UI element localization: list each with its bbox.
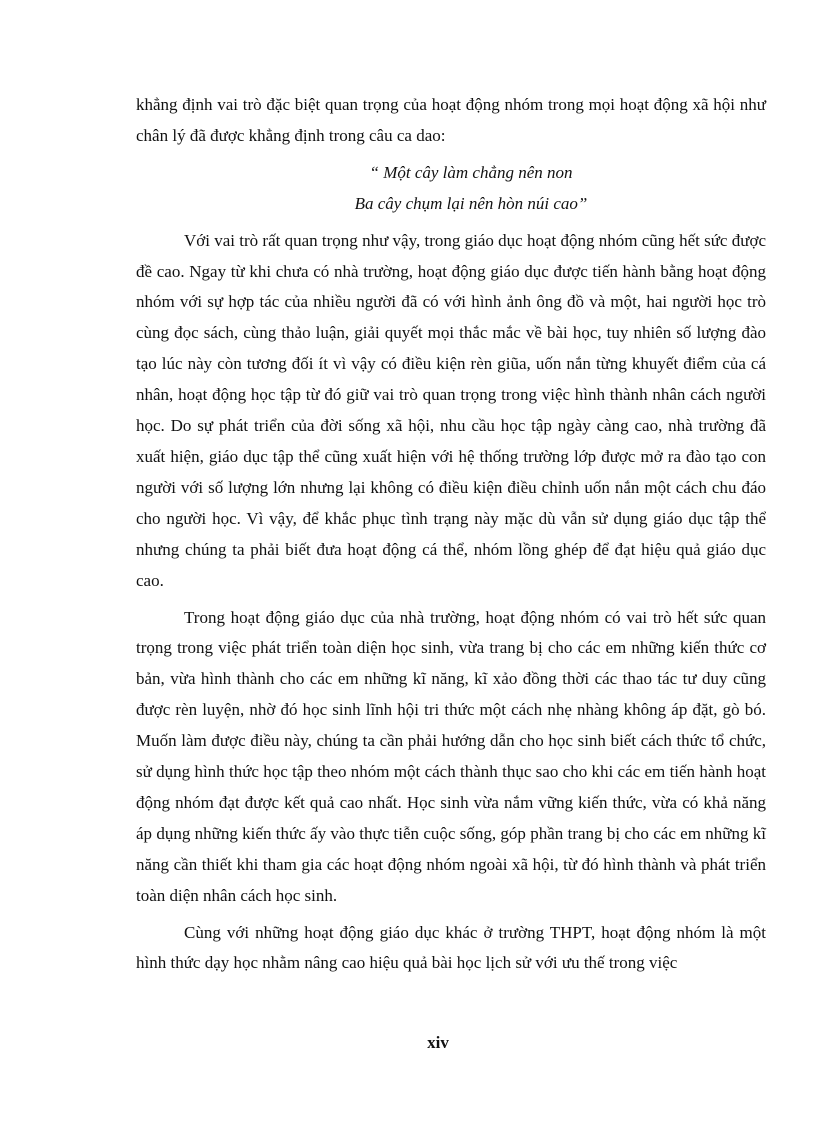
paragraph-continuation: khẳng định vai trò đặc biệt quan trọng của hoạt động nhóm trong mọi hoạt động xã hội như chân lý đã được khẳng định trong câu ca dao: — [136, 95, 766, 145]
quote-line-1: “ Một cây làm chẳng nên non — [369, 162, 573, 182]
paragraph-2: Trong hoạt động giáo dục của nhà trường, hoạt động nhóm có vai trò hết sức quan trọng trong việc phát triển toàn diện học sinh, vừa trang bị cho các em những kiến thức cơ bản, vừa hình thành cho các em những kĩ năng, kĩ xảo đồng thời các thao tác tư duy cũng được rèn luyện, nhờ đó học sinh lĩnh hội tri thức một cách nhẹ nhàng không áp đặt, gò bó. Muốn làm được điều này, chúng ta cần phải hướng dẫn cho học sinh biết cách thức tổ chức, sử dụng hình thức học tập theo nhóm một cách thành thục sao cho khi các em tiến hành hoạt động nhóm đạt được kết quả cao nhất. Học sinh vừa nắm vững kiến thức, vừa có khả năng áp dụng những kiến thức ấy vào thực tiễn cuộc sống, góp phần trang bị cho các em những kĩ năng cần thiết khi tham gia các hoạt động nhóm ngoài xã hội, từ đó hình thành và phát triển toàn diện nhân cách học sinh. — [136, 607, 766, 905]
paragraph-3: Cùng với những hoạt động giáo dục khác ở trường THPT, hoạt động nhóm là một hình thức dạy học nhằm nâng cao hiệu quả bài học lịch sử với ưu thế trong việc — [136, 922, 766, 973]
body-text — [136, 90, 766, 985]
paragraph-1: Với vai trò rất quan trọng như vậy, trong giáo dục hoạt động nhóm cũng hết sức được đề cao. Ngay từ khi chưa có nhà trường, hoạt động giáo dục được tiến hành bằng hoạt động nhóm với sự hợp tác của nhiều người đã có với hình ảnh ông đồ và một, hai người học trò cùng đọc sách, cùng thảo luận, giải quyết mọi thắc mắc về bài học, tuy nhiên số lượng đào tạo lúc này còn tương đối ít vì vậy có điều kiện rèn giũa, uốn nắn từng khuyết điểm của cá nhân, hoạt động học tập từ đó giữ vai trò quan trọng trong việc hình thành nhân cách người học. Do sự phát triển của đời sống xã hội, nhu cầu học tập ngày càng cao, nhà trường đã xuất hiện, giáo dục tập thể cũng xuất hiện với hệ thống trường lớp được mở ra đào tạo con người với số lượng lớn nhưng lại không có điều kiện điều chỉnh uốn nắn một cách chu đáo cho người học. Vì vậy, để khắc phục tình trạng này mặc dù vẫn sử dụng giáo dục tập thể nhưng chúng ta phải biết đưa hoạt động cá thể, nhóm lồng ghép để đạt hiệu quả giáo dục cao. — [136, 230, 766, 590]
folk-verse-quote — [136, 158, 766, 220]
page-number: xiv — [427, 1033, 449, 1052]
quote-line-2: Ba cây chụm lại nên hòn núi cao” — [354, 193, 588, 213]
